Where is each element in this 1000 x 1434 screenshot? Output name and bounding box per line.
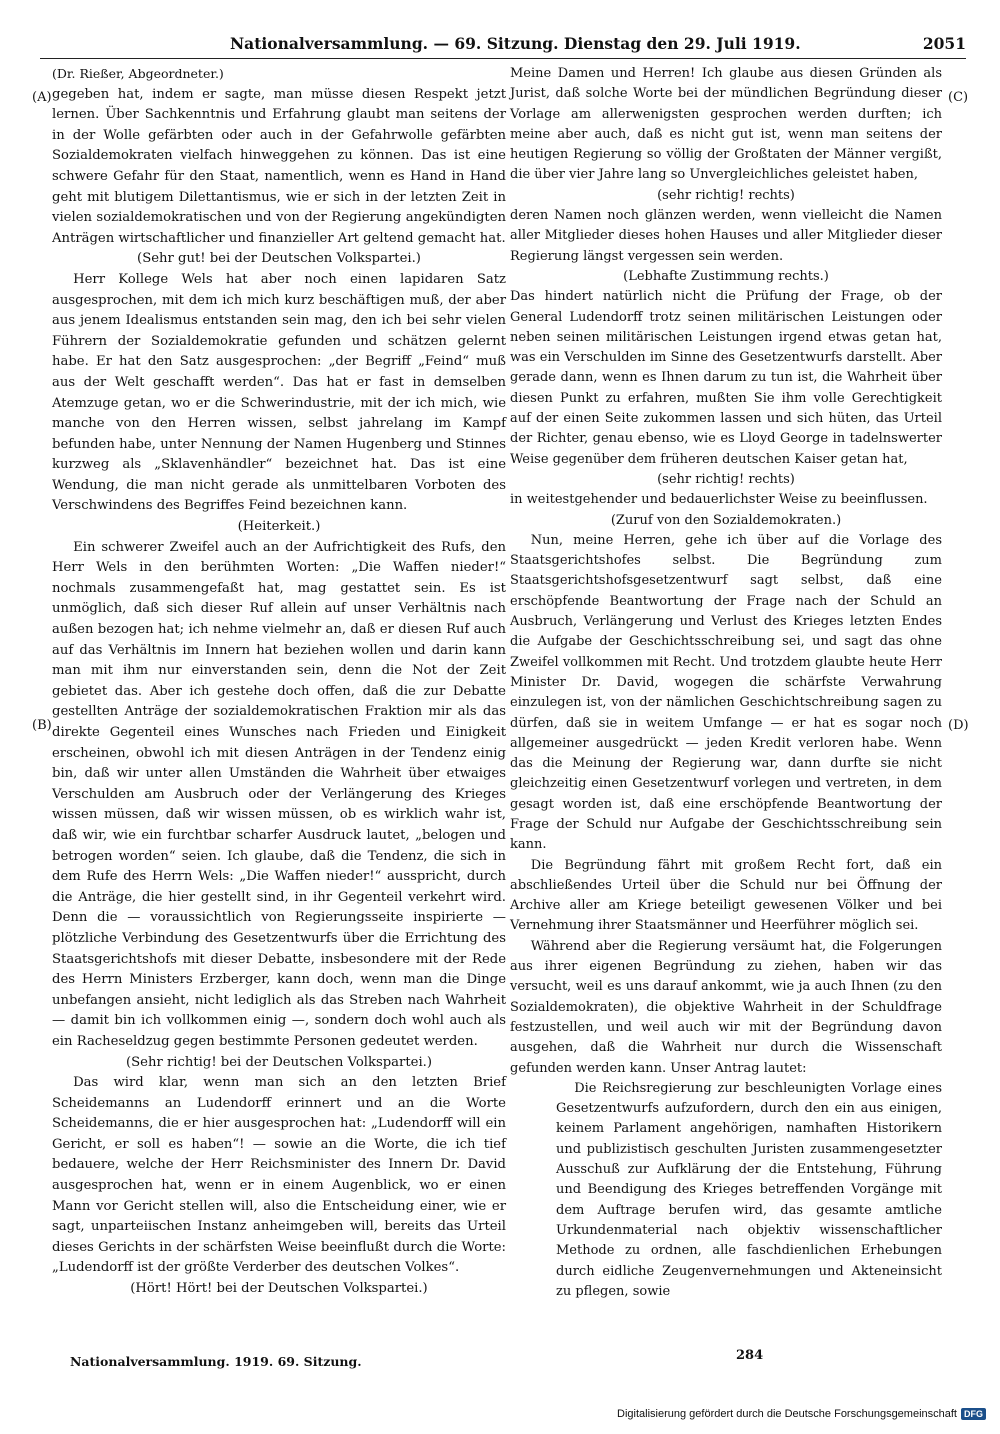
interjection: (Heiterkeit.) [237, 519, 321, 535]
paragraph: Während aber die Regierung versäumt hat, die Folgerungen aus ihrer eigenen Begründung zu ziehen, haben wir das versucht, weil es uns darauf ankommt, wie ja auch Ihnen (zu den Sozialdemokraten), die objektive Wahrheit in der Schuldfrage festzustellen, und weil auch wir mit der Begründung davon ausgehen, daß die Wahrheit nur durch die Wissenschaft gefunden werden kann. Unser Antrag lautet: [510, 938, 942, 1076]
interjection: (Sehr gut! bei der Deutschen Volkspartei.) [137, 251, 421, 267]
paragraph: gegeben hat, indem er sagte, man müsse diesen Respekt jetzt lernen. Über Sachkenntnis und Erfahrung glaubt man seitens der in der Wolle gefärbten oder auch in der Gefahrwolle gefärbten Sozialdemokraten vielfach hinweggehen zu können. Das ist eine schwere Gefahr für den Staat, namentlich, wenn es Hand in Hand geht mit blutigem Dilettantismus, wie er sich in der letzten Zeit in vielen sozialdemokratischen und von der Regierung angekündigten Anträgen wirtschaftlicher und finanzieller Art geltend gemacht hat. [52, 86, 506, 246]
sheet-number: 284 [736, 1348, 764, 1363]
margin-marker-d: (D) [948, 718, 969, 733]
paragraph: Ein schwerer Zweifel auch an der Aufrichtigkeit des Rufs, den Herr Wels in den berühmten Worten: „Die Waffen nieder!“ nochmals zusammengefaßt hat, mag gestattet sein. Es ist unmöglich, daß sich dieser Ruf allein auf unser Verhältnis nach außen bezogen hat; ich nehme vielmehr an, daß er diesen Ruf auch auf das Verhältnis im Innern hat beziehen wollen und darin kann man mit ihm nur einverstanden sein, denn die Not der Zeit gebietet das. Aber ich gestehe doch offen, daß die zur Debatte gestellten Anträge der sozialdemokratischen Fraktion mir als das direkte Gegenteil eines Wunsches nach Frieden und Einigkeit erscheinen, obwohl ich mit diesen Anträgen in der Tendenz einig bin, daß wir unter allen Umständen die Wahrheit über etwaiges Verschulden am Ausbruch oder der Verlängerung des Krieges wissen müssen, daß wir wissen müssen, ob es wirklich wahr ist, daß wir, wie ein furchtbar scharfer Ausdruck lautet, „belogen und betrogen worden“ seien. Ich glaube, daß die Tendenz, die sich in dem Rufe des Herrn Wels: „Die Waffen nieder!“ ausspricht, durch die Anträge, die hier gestellt sind, in ihr Gegenteil verkehrt wird. Denn die — voraussichtlich von Regierungsseite inspirierte — plötzliche Verbindung des Gesetzentwurfs über die Errichtung des Staatsgerichtshofs mit dieser Debatte, insbesondere mit der Rede des Herrn Ministers Erzberger, kann doch, wenn man die Dinge unbefangen ansieht, nicht lediglich als das Streben nach Wahrheit — damit bin ich vollkommen einig —, sondern doch wohl auch als ein Racheseldzug gegen bestimmte Personen gedeutet werden. [52, 539, 506, 1049]
interjection: (Lebhafte Zustimmung rechts.) [623, 268, 829, 284]
dfg-logo: DFG [961, 1408, 986, 1420]
credit-text: Digitalisierung gefördert durch die Deutsche Forschungsgemeinschaft [617, 1408, 957, 1420]
right-column [510, 64, 942, 1302]
margin-marker-b: (B) [32, 718, 52, 733]
header-title: Nationalversammlung. — 69. Sitzung. Dienstag den 29. Juli 1919. [230, 34, 801, 53]
interjection: (sehr richtig! rechts) [657, 471, 795, 487]
left-column [52, 64, 506, 1300]
paragraph: Das wird klar, wenn man sich an den letzten Brief Scheidemanns an Ludendorff erinnert und an die Worte Scheidemanns, die er hier ausgesprochen hat: „Ludendorff will ein Gericht, er soll es haben“! — sowie an die Worte, die ich tief bedauere, welche der Herr Reichsminister des Innern Dr. David ausgesprochen hat, wenn er in einem Augenblick, wo er einen Mann vor Gericht stellen will, also die Entscheidung einer, wie er sagt, unparteiischen Instanz anheimgeben will, bereits das Urteil dieses Gerichts in der schärfsten Weise beeinflußt durch die Worte: „Ludendorff ist der größte Verderber des deutschen Volkes“. [52, 1075, 506, 1276]
page-header [40, 30, 966, 59]
paragraph: Die Reichsregierung zur beschleunigten Vorlage eines Gesetzentwurfs aufzufordern, durch den ein aus einigen, keinem Parlament angehörigen, namhaften Historikern und publizistisch geschulten Juristen zusammengesetzter Ausschuß zur Aufklärung der die Entstehung, Führung und Beendigung des Krieges betreffenden Vorgänge mit dem Auftrage berufen wird, das gesamte amtliche Urkundenmaterial nach objektiv wissenschaftlicher Methode zu ordnen, alle faschdienlichen Erhebungen durch eidliche Zeugenvernehmungen und Akteneinsicht zu pflegen, sowie [556, 1080, 942, 1299]
margin-marker-a: (A) [32, 90, 52, 105]
footer-session-line: Nationalversammlung. 1919. 69. Sitzung. [70, 1354, 362, 1369]
paragraph: Meine Damen und Herren! Ich glaube aus diesen Gründen als Jurist, daß solche Worte bei der mündlichen Begründung dieser Vorlage am allerwenigsten gesprochen werden durften; ich meine aber auch, daß es nicht gut ist, wenn man seitens der heutigen Regierung so völlig der Großtaten der Männer vergißt, die über vier Jahre lang so Unvergleichliches geleistet haben, [510, 66, 942, 183]
paragraph: Das hindert natürlich nicht die Prüfung der Frage, ob der General Ludendorff trotz seinen militärischen Leistungen oder neben seinen militärischen Leistungen irgend etwas getan hat, was ein Verschulden im Sinne des Gesetzentwurfs darstellt. Aber gerade dann, wenn es Ihnen darum zu tun ist, die Wahrheit über diesen Punkt zu erfahren, mußten Sie ihm volle Gerechtigkeit auf der einen Seite zukommen lassen und sich hüten, das Urteil der Richter, genau ebenso, wie es Lloyd George in tadelnswerter Weise gegenüber dem früheren deutschen Kaiser getan hat, [510, 289, 942, 467]
paragraph: deren Namen noch glänzen werden, wenn vielleicht die Namen aller Mitglieder dieses hohen Hauses und aller Mitglieder dieser Regierung längst vergessen sein werden. [510, 208, 942, 264]
paragraph: Herr Kollege Wels hat aber noch einen lapidaren Satz ausgesprochen, mit dem ich mich kurz beschäftigen muß, der aber aus jenem Idealismus entstanden sein mag, den ich bei sehr vielen Führern der Sozialdemokratie gefunden und schätzen gelernt habe. Er hat den Satz ausgesprochen: „der Begriff „Feind“ muß aus der Welt geschafft werden“. Das hat er fast in demselben Atemzuge getan, wo er die Schwerindustrie, mit der ich mich, wie manche von den Herren wissen, selbst jahrelang im Kampf befunden habe, unter Nennung der Namen Hugenberg und Stinnes kurzweg als „Sklavenhändler“ bezeichnet hat. Das ist eine Wendung, die man nicht gerade als unmittelbaren Vorboten des Verschwindens des Begriffes Feind bezeichnen kann. [52, 271, 506, 514]
page-number: 2051 [922, 34, 966, 53]
paragraph: in weitestgehender und bedauerlichster Weise zu beeinflussen. [510, 492, 928, 508]
paragraph: Nun, meine Herren, gehe ich über auf die Vorlage des Staatsgerichtshofes selbst. Die Begründung zum Staatsgerichtshofsgesetzentwurf sagt selbst, daß eine erschöpfende Beantwortung der Frage nach der Schuld an Ausbruch, Verlängerung und Verlust des Krieges letzten Endes die Aufgabe der Geschichtsschreibung sei, und sagt das ohne Zweifel vollkommen mit Recht. Und trotzdem glaubte heute Herr Minister Dr. David, wogegen die schärfste Verwahrung einzulegen ist, von der nämlichen Geschichtschreibung sagen zu dürfen, daß sie in weitem Umfange — er hat es sogar noch allgemeiner ausgedrückt — jeden Kredit verloren habe. Wenn das die Meinung der Regierung war, dann durfte sie nicht gleichzeitig einen Gesetzentwurf vorlegen und vertreten, in dem gesagt worden ist, daß eine erschöpfende Beantwortung der Frage der Schuld nur Aufgabe der Geschichtsschreibung sein kann. [510, 532, 942, 853]
margin-marker-c: (C) [948, 90, 969, 105]
speaker-line: (Dr. Rießer, Abgeordneter.) [52, 66, 224, 81]
interjection: (Hört! Hört! bei der Deutschen Volkspartei.) [130, 1281, 428, 1297]
interjection: (Sehr richtig! bei der Deutschen Volkspartei.) [125, 1054, 433, 1070]
paragraph: Die Begründung fährt mit großem Recht fort, daß ein abschließendes Urteil über die Schuld nur bei Öffnung der Archive aller am Kriege beteiligt gewesenen Völker und bei Vernehmung ihrer Staatsmänner und Heerführer möglich sei. [510, 857, 942, 934]
interjection: (sehr richtig! rechts) [657, 187, 795, 203]
interjection: (Zuruf von den Sozialdemokraten.) [610, 512, 842, 528]
digitization-credit [617, 1408, 986, 1420]
